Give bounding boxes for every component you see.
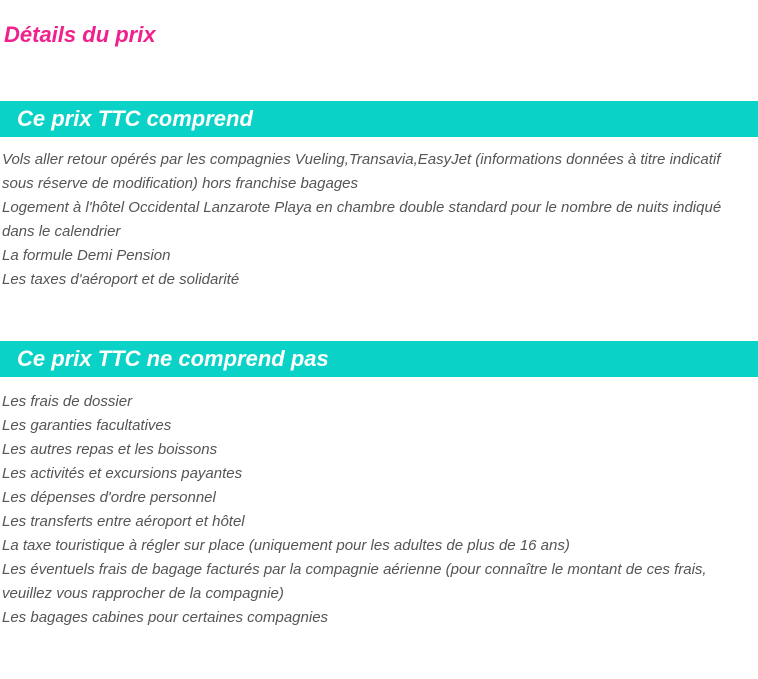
- price-excluded-item: Les garanties facultatives: [2, 417, 172, 434]
- section-header-excluded-label: Ce prix TTC ne comprend pas: [17, 346, 329, 371]
- price-included-item: Logement à l'hôtel Occidental Lanzarote Playa en chambre double standard pour le nombre de nuits indiqué dans le calendrier: [2, 199, 722, 240]
- price-excluded-item: Les autres repas et les boissons: [2, 441, 218, 458]
- price-excluded-item: Les transferts entre aéroport et hôtel: [2, 513, 245, 530]
- section-header-included-label: Ce prix TTC comprend: [17, 106, 253, 131]
- price-included-item: La formule Demi Pension: [2, 247, 171, 264]
- price-excluded-item: Les dépenses d'ordre personnel: [2, 489, 216, 506]
- price-excluded-item: Les éventuels frais de bagage facturés par la compagnie aérienne (pour connaître le montant de ces frais, veuillez vous rapprocher de la compagnie): [2, 561, 707, 602]
- price-excluded-item: La taxe touristique à régler sur place (uniquement pour les adultes de plus de 16 ans): [2, 537, 570, 554]
- price-excluded-item: Les activités et excursions payantes: [2, 465, 243, 482]
- page-title: Détails du prix: [4, 22, 156, 47]
- section-header-bar-excluded: [0, 341, 758, 377]
- section-header-bar-included: [0, 101, 758, 137]
- price-included-item: Les taxes d'aéroport et de solidarité: [2, 271, 240, 288]
- section-price-included: [0, 101, 758, 292]
- price-included-item: Vols aller retour opérés par les compagnies Vueling,Transavia,EasyJet (informations données à titre indicatif sous réserve de modification) hors franchise bagages: [2, 151, 721, 192]
- price-excluded-list: [0, 390, 758, 630]
- price-excluded-item: Les frais de dossier: [2, 393, 133, 410]
- price-excluded-item: Les bagages cabines pour certaines compagnies: [2, 609, 329, 626]
- section-price-excluded: [0, 341, 758, 630]
- price-included-list: [0, 148, 758, 292]
